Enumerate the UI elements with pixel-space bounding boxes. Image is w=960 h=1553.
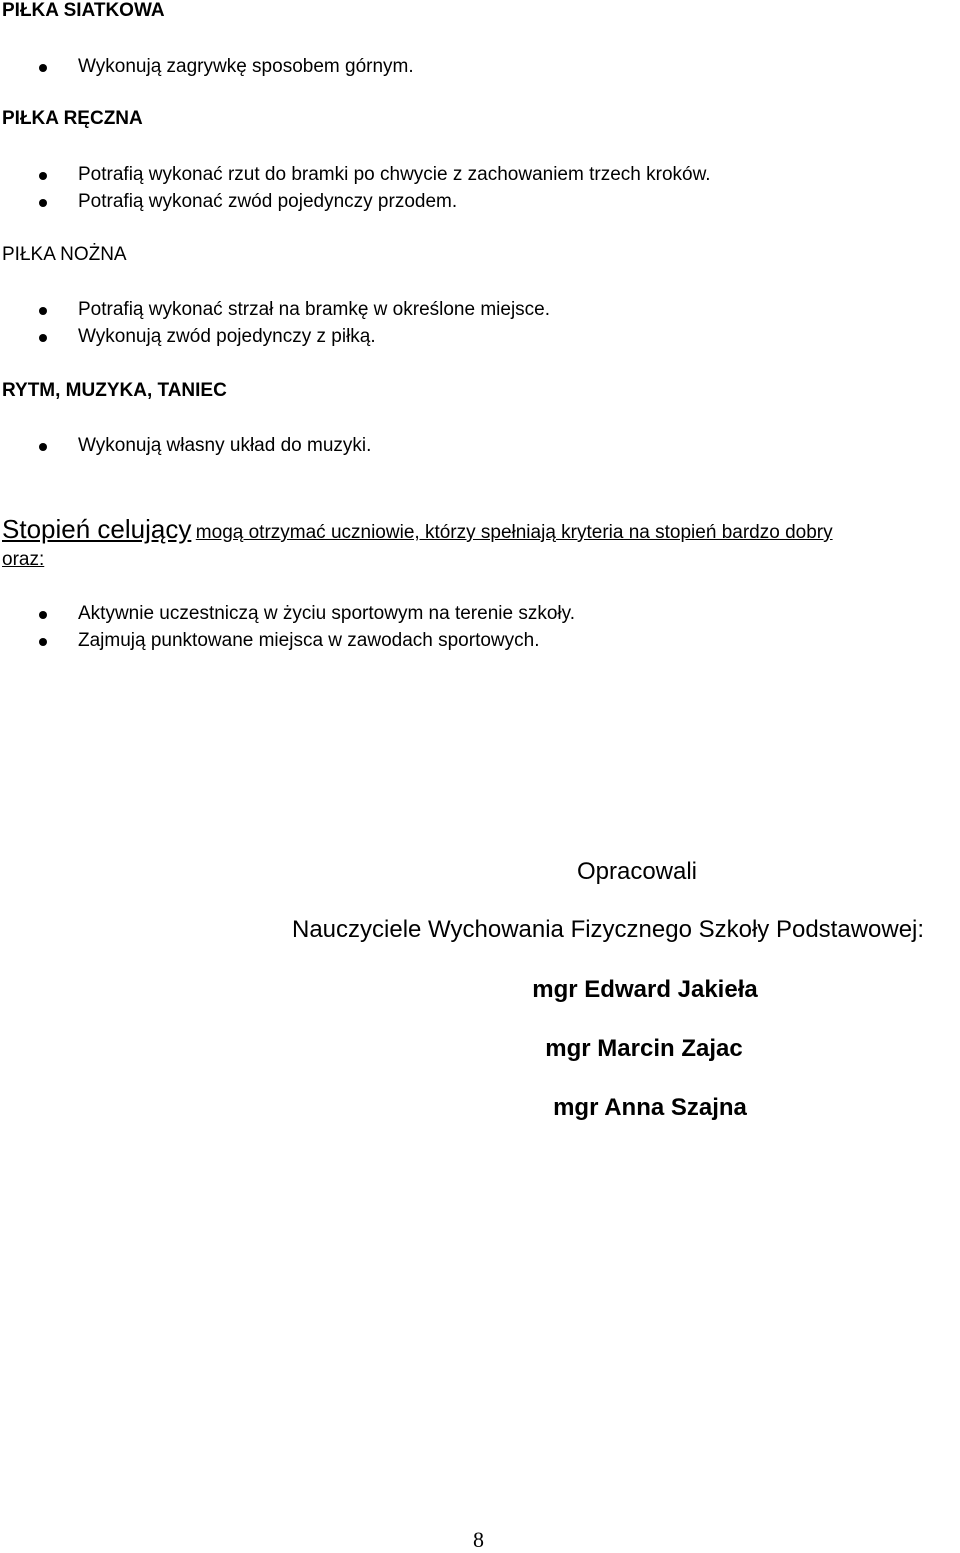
list-item: Wykonują zwód pojedynczy z piłką. — [78, 326, 376, 347]
author-name: mgr Marcin Zajac — [545, 1035, 743, 1062]
list-item: Potrafią wykonać rzut do bramki po chwycie z zachowaniem trzech kroków. — [78, 164, 711, 185]
list-item: Aktywnie uczestniczą w życiu sportowym na terenie szkoły. — [78, 603, 575, 624]
grade-text-continued: oraz: — [2, 549, 45, 570]
bullet-icon — [39, 172, 47, 180]
list-item: Zajmują punktowane miejsca w zawodach sportowych. — [78, 630, 540, 651]
section-heading-handball: PIŁKA RĘCZNA — [2, 108, 143, 129]
author-name: mgr Edward Jakieła — [532, 976, 758, 1003]
authors-group: Nauczyciele Wychowania Fizycznego Szkoły Podstawowej: — [292, 916, 925, 943]
page-number: 8 — [473, 1527, 484, 1552]
bullet-icon — [39, 611, 47, 619]
section-heading-rhythm: RYTM, MUZYKA, TANIEC — [2, 380, 227, 401]
bullet-icon — [39, 64, 47, 72]
section-heading-football: PIŁKA NOŻNA — [2, 244, 127, 265]
list-item: Potrafią wykonać strzał na bramkę w określone miejsce. — [78, 299, 551, 320]
authors-label: Opracowali — [576, 858, 698, 885]
author-name: mgr Anna Szajna — [553, 1094, 747, 1121]
bullet-icon — [39, 638, 47, 646]
grade-text: mogą otrzymać uczniowie, którzy spełniają kryteria na stopień bardzo dobry — [195, 522, 833, 543]
list-item: Potrafią wykonać zwód pojedynczy przodem. — [78, 191, 458, 212]
list-item: Wykonują własny układ do muzyki. — [78, 435, 372, 456]
list-item: Wykonują zagrywkę sposobem górnym. — [78, 56, 414, 77]
grade-paragraph — [2, 514, 833, 545]
bullet-icon — [39, 334, 47, 342]
bullet-icon — [39, 443, 47, 451]
section-heading-volleyball: PIŁKA SIATKOWA — [2, 0, 165, 21]
grade-title: Stopień celujący — [2, 514, 192, 544]
bullet-icon — [39, 199, 47, 207]
bullet-icon — [39, 307, 47, 315]
